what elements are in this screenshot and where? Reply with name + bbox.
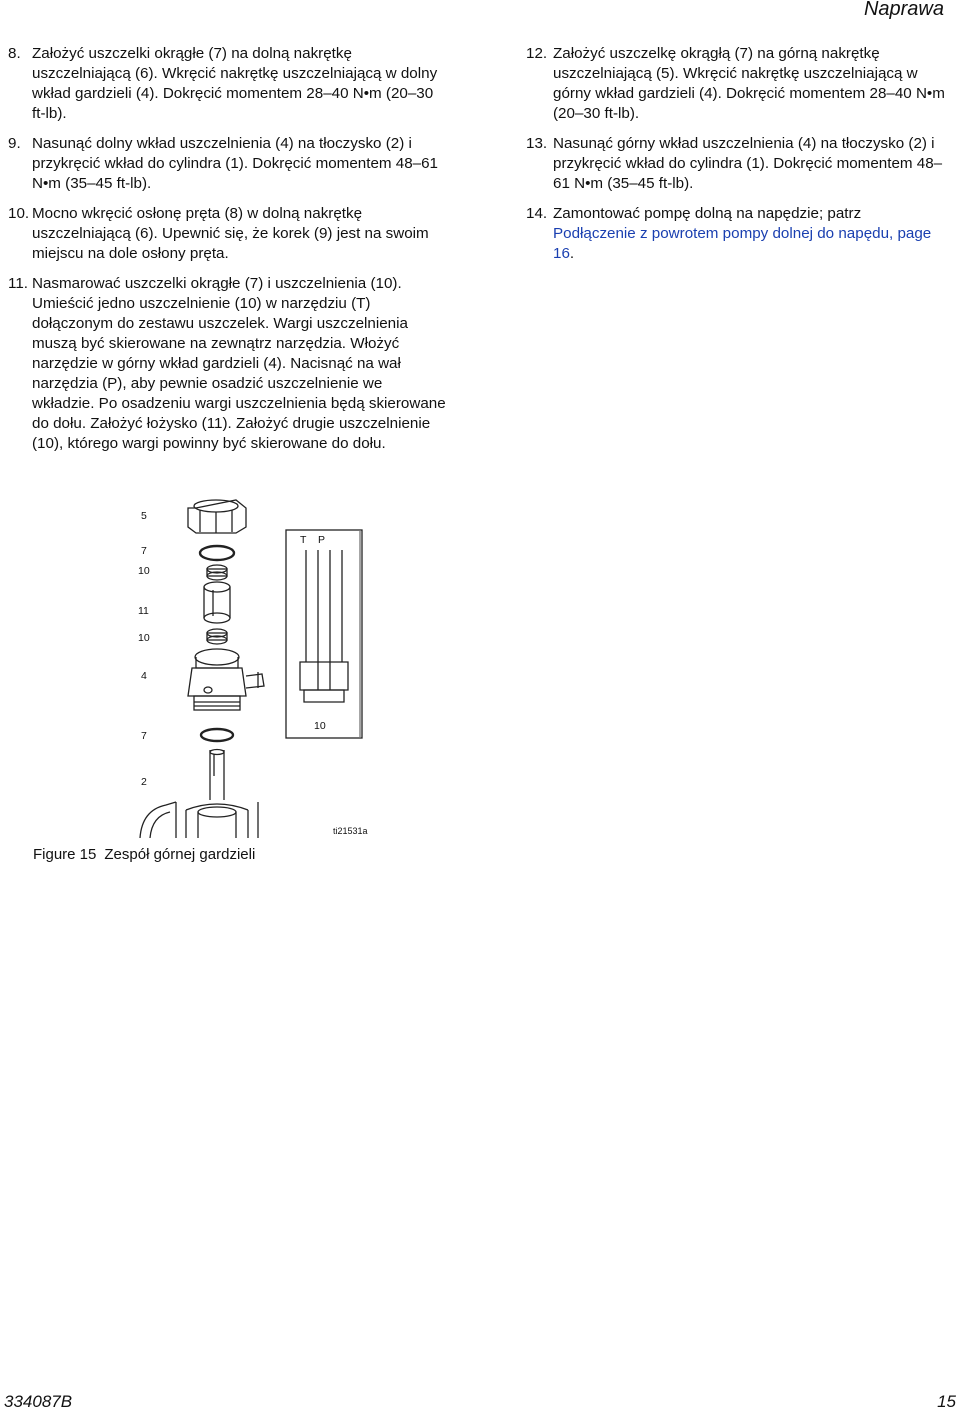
- callout-5: 5: [141, 510, 147, 522]
- step-14: [526, 204, 946, 264]
- page-number: 15: [937, 1392, 956, 1411]
- cylinder-illustration: [140, 802, 258, 838]
- cross-reference-link[interactable]: Podłączenie z powrotem pompy dolnej do napędu, page 16: [553, 225, 932, 262]
- step-8: [8, 44, 448, 124]
- step-text: Mocno wkręcić osłonę pręta (8) w dolną nakrętkę uszczelniającą (6). Upewnić się, że korek (9) jest na swoim miejscu na dole osłony pręta.: [32, 205, 429, 262]
- callout-2: 2: [141, 776, 147, 788]
- step-number: 14.: [526, 205, 548, 222]
- callout-10-lower: 10: [138, 632, 150, 644]
- seal-upper-illustration: [207, 565, 227, 580]
- step-text: Zamontować pompę dolną na napędzie; patrz: [553, 205, 862, 222]
- figure-caption: [33, 846, 255, 863]
- section-title: Naprawa: [863, 0, 944, 20]
- document-number: 334087B: [4, 1392, 73, 1411]
- callout-T: T: [300, 534, 307, 546]
- callout-11: 11: [138, 605, 149, 617]
- bearing-illustration: [204, 582, 230, 623]
- step-9: [8, 134, 448, 194]
- step-text: Nasmarować uszczelki okrągłe (7) i uszczelnienia (10). Umieścić jedno uszczelnienie (10) w narzędziu (T) dołączonym do zestawu uszczelek. Wargi uszczelnienia muszą być skierowane na zewnątrz narzędzia. Włożyć narzędzie w górny wkład gardzieli (4). Nacisnąć na wał narzędzia (P), aby pewnie osadzić uszczelnienie we wkładzie. Po osadzeniu wargi uszczelnienia będą skierowane do dołu. Założyć łożysko (11). Założyć drugie uszczelnienie (10), którego wargi powinny być skierowane do dołu.: [32, 275, 446, 452]
- step-number: 8.: [8, 45, 21, 62]
- step-11: [8, 274, 448, 454]
- right-column: [526, 44, 946, 274]
- piston-rod-illustration: [210, 750, 224, 801]
- step-text: Nasunąć dolny wkład uszczelnienia (4) na tłoczysko (2) i przykręcić wkład do cylindra (1). Dokręcić momentem 48–61 N•m (35–45 ft-lb).: [32, 135, 438, 192]
- step-number: 11.: [8, 275, 28, 292]
- throat-housing-illustration: [188, 649, 264, 710]
- packing-nut-illustration: [188, 500, 246, 533]
- seal-lower-illustration: [207, 629, 227, 644]
- callout-7-upper: 7: [141, 545, 147, 557]
- o-ring-lower-illustration: [201, 729, 233, 741]
- step-suffix: .: [569, 245, 575, 262]
- step-number: 12.: [526, 45, 548, 62]
- figure-image-id: ti21531a: [333, 826, 368, 836]
- callout-P: P: [318, 534, 326, 546]
- step-12: [526, 44, 946, 124]
- figure-label: Figure 15: [33, 846, 97, 863]
- step-number: 13.: [526, 135, 548, 152]
- step-number: 10.: [8, 205, 30, 222]
- callout-7-lower: 7: [141, 730, 147, 742]
- seal-installation-tool-illustration: [286, 530, 362, 738]
- callout-10-upper: 10: [138, 565, 150, 577]
- step-text: Nasunąć górny wkład uszczelnienia (4) na tłoczysko (2) i przykręcić wkład do cylindra (1). Dokręcić momentem 48–61 N•m (35–45 ft-lb).: [553, 135, 943, 192]
- step-13: [526, 134, 946, 194]
- figure-title: Zespół górnej gardzieli: [104, 846, 256, 863]
- step-number: 9.: [8, 135, 21, 152]
- step-10: [8, 204, 448, 264]
- step-text: Założyć uszczelki okrągłe (7) na dolną nakrętkę uszczelniającą (6). Wkręcić nakrętkę uszczelniającą w dolny wkład gardzieli (4). Dokręcić momentem 28–40 N•m (20–30 ft-lb).: [32, 45, 438, 122]
- left-column: [8, 44, 448, 464]
- o-ring-upper-illustration: [200, 546, 234, 560]
- callout-10-tool: 10: [314, 720, 326, 732]
- step-text: Założyć uszczelkę okrągłą (7) na górną nakrętkę uszczelniającą (5). Wkręcić nakrętkę uszczelniającą w górny wkład gardzieli (4). Dokręcić momentem 28–40 N•m (20–30 ft-lb).: [553, 45, 945, 122]
- callout-4: 4: [141, 670, 147, 682]
